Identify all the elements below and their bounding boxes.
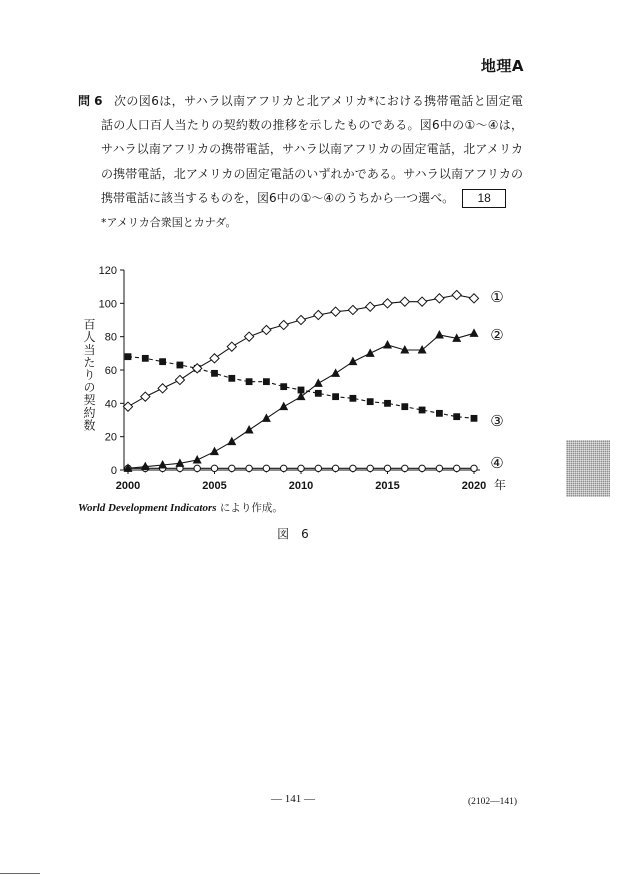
series-4-point-2011 — [315, 465, 321, 471]
question-text: サハラ以南アフリカの携帯電話，サハラ以南アフリカの固定電話，北アメリカ — [101, 142, 523, 157]
series-3-point-2016 — [401, 403, 408, 410]
y-tick-label: 80 — [104, 331, 117, 344]
series-2-point-2009 — [279, 402, 288, 411]
series-2-point-2013 — [348, 357, 357, 366]
series-4-point-2008 — [263, 465, 269, 471]
x-tick-label: 2015 — [375, 480, 400, 492]
series-3-point-2018 — [436, 410, 443, 417]
series-1-point-2009 — [279, 320, 288, 329]
series-3-point-2008 — [263, 378, 270, 385]
x-tick-label: 2000 — [115, 480, 141, 492]
series-2 — [124, 328, 479, 472]
series-label-2: ② — [490, 326, 504, 344]
source-suffix: により作成。 — [219, 502, 283, 514]
series-1-point-2014 — [366, 302, 375, 311]
series-4-point-2020 — [471, 465, 477, 471]
series-4-point-2010 — [298, 465, 304, 471]
series-4-point-2015 — [384, 465, 390, 471]
series-3-point-2019 — [453, 413, 460, 420]
series-label-4: ④ — [490, 454, 504, 472]
series-1-point-2017 — [418, 297, 427, 306]
question-block — [78, 89, 526, 210]
crop-mark — [0, 873, 40, 874]
series-3-point-2000 — [125, 353, 132, 360]
series-1-point-2006 — [227, 342, 236, 351]
series-1-point-2001 — [141, 392, 150, 401]
y-tick-label: 0 — [110, 465, 117, 477]
series-3 — [125, 353, 478, 421]
series-2-line — [128, 333, 474, 468]
series-1-point-2008 — [262, 325, 271, 334]
series-1-point-2003 — [175, 375, 184, 384]
series-1-point-2002 — [158, 384, 167, 393]
series-1-point-2015 — [383, 299, 392, 308]
series-4-point-2007 — [246, 465, 252, 471]
question-line — [78, 137, 526, 161]
source-note — [78, 500, 283, 515]
question-number: 問 6 — [78, 94, 103, 108]
question-text: の携帯電話，北アメリカの固定電話のいずれかである。サハラ以南アフリカの — [101, 166, 523, 181]
x-tick-label: 2010 — [288, 480, 314, 492]
series-4-point-2012 — [332, 465, 338, 471]
series-4-point-2016 — [402, 465, 408, 471]
series-2-point-2020 — [470, 328, 479, 337]
source-title: World Development Indicators — [78, 502, 217, 514]
question-text: 携帯電話に該当するものを，図6中の①～④のうちから一つ選べ。 — [101, 190, 455, 205]
series-1-point-2012 — [331, 307, 340, 316]
series-4-point-2017 — [419, 465, 425, 471]
series-1-point-2011 — [314, 310, 323, 319]
series-3-point-2011 — [315, 390, 322, 397]
series-1-point-2013 — [348, 305, 357, 314]
y-tick-label: 120 — [98, 265, 117, 277]
series-3-point-2017 — [419, 407, 426, 414]
series-1-point-2018 — [435, 294, 444, 303]
y-tick-label: 20 — [104, 431, 117, 444]
series-2-point-2007 — [245, 425, 254, 434]
series-3-point-2003 — [177, 362, 184, 369]
series-2-point-2004 — [193, 455, 202, 464]
series-2-point-2008 — [262, 413, 271, 422]
y-tick-label: 100 — [98, 298, 117, 311]
series-3-point-2007 — [246, 378, 253, 385]
series-3-point-2006 — [228, 375, 235, 382]
x-axis-ticks — [116, 470, 486, 492]
series-2-point-2006 — [227, 437, 236, 446]
series-1-point-2019 — [452, 290, 461, 299]
answer-number-box: 18 — [462, 189, 506, 208]
page-code: (2102—141) — [468, 797, 518, 807]
y-axis-title: 百人当たりの契約数 — [82, 318, 96, 432]
x-tick-label: 2020 — [461, 480, 487, 492]
scan-registration-mark — [566, 440, 610, 497]
series-1-point-2020 — [469, 294, 478, 303]
series-4-point-2014 — [367, 465, 373, 471]
series-3-point-2013 — [350, 395, 357, 402]
series-2-point-2015 — [383, 340, 392, 349]
subject-heading: 地理A — [480, 57, 524, 75]
question-line — [78, 186, 526, 210]
series-4-point-2004 — [194, 465, 200, 471]
series-3-point-2009 — [280, 383, 287, 390]
question-line — [78, 89, 526, 113]
series-4-point-2018 — [436, 465, 442, 471]
question-line — [78, 162, 526, 186]
footnote: *アメリカ合衆国とカナダ。 — [101, 216, 237, 229]
series-1-point-2007 — [245, 332, 254, 341]
question-line — [78, 113, 526, 137]
series-3-point-2012 — [332, 393, 339, 400]
y-axis-ticks — [99, 265, 124, 477]
series-1-point-2005 — [210, 354, 219, 363]
series-4-point-2013 — [350, 465, 356, 471]
question-text: 話の人口百人当たりの契約数の推移を示したものである。図6中の①～④は， — [101, 118, 523, 133]
series-4-point-2009 — [281, 465, 287, 471]
series-3-point-2001 — [142, 355, 149, 362]
series-2-point-2012 — [331, 368, 340, 377]
series-4-point-2006 — [229, 465, 235, 471]
series-3-point-2014 — [367, 398, 374, 405]
question-text: 次の図6は，サハラ以南アフリカと北アメリカ*における携帯電話と固定電 — [114, 94, 523, 108]
series-label-3: ③ — [490, 412, 504, 430]
series-3-point-2002 — [159, 358, 166, 365]
series-4-point-2005 — [211, 465, 217, 471]
y-tick-label: 60 — [104, 365, 117, 377]
page-number: — 141 — — [271, 793, 315, 805]
series-1-point-2000 — [123, 402, 132, 411]
series-label-1: ① — [490, 288, 504, 306]
series-2-point-2014 — [366, 348, 375, 357]
series-1-point-2016 — [400, 297, 409, 306]
x-axis-unit: 年 — [493, 478, 507, 492]
series-2-point-2005 — [210, 447, 219, 456]
figure-caption: 図 6 — [277, 527, 309, 541]
series-3-point-2020 — [471, 415, 478, 422]
x-tick-label: 2005 — [202, 480, 227, 492]
series-4-point-2019 — [454, 465, 460, 471]
series-2-point-2011 — [314, 378, 323, 386]
series-group — [123, 290, 478, 471]
series-1-point-2010 — [296, 315, 305, 324]
y-tick-label: 40 — [104, 398, 117, 411]
series-2-point-2017 — [418, 345, 427, 354]
line-chart — [70, 255, 550, 500]
series-2-point-2018 — [435, 330, 444, 339]
series-3-point-2015 — [384, 400, 391, 407]
series-3-point-2005 — [211, 370, 218, 377]
